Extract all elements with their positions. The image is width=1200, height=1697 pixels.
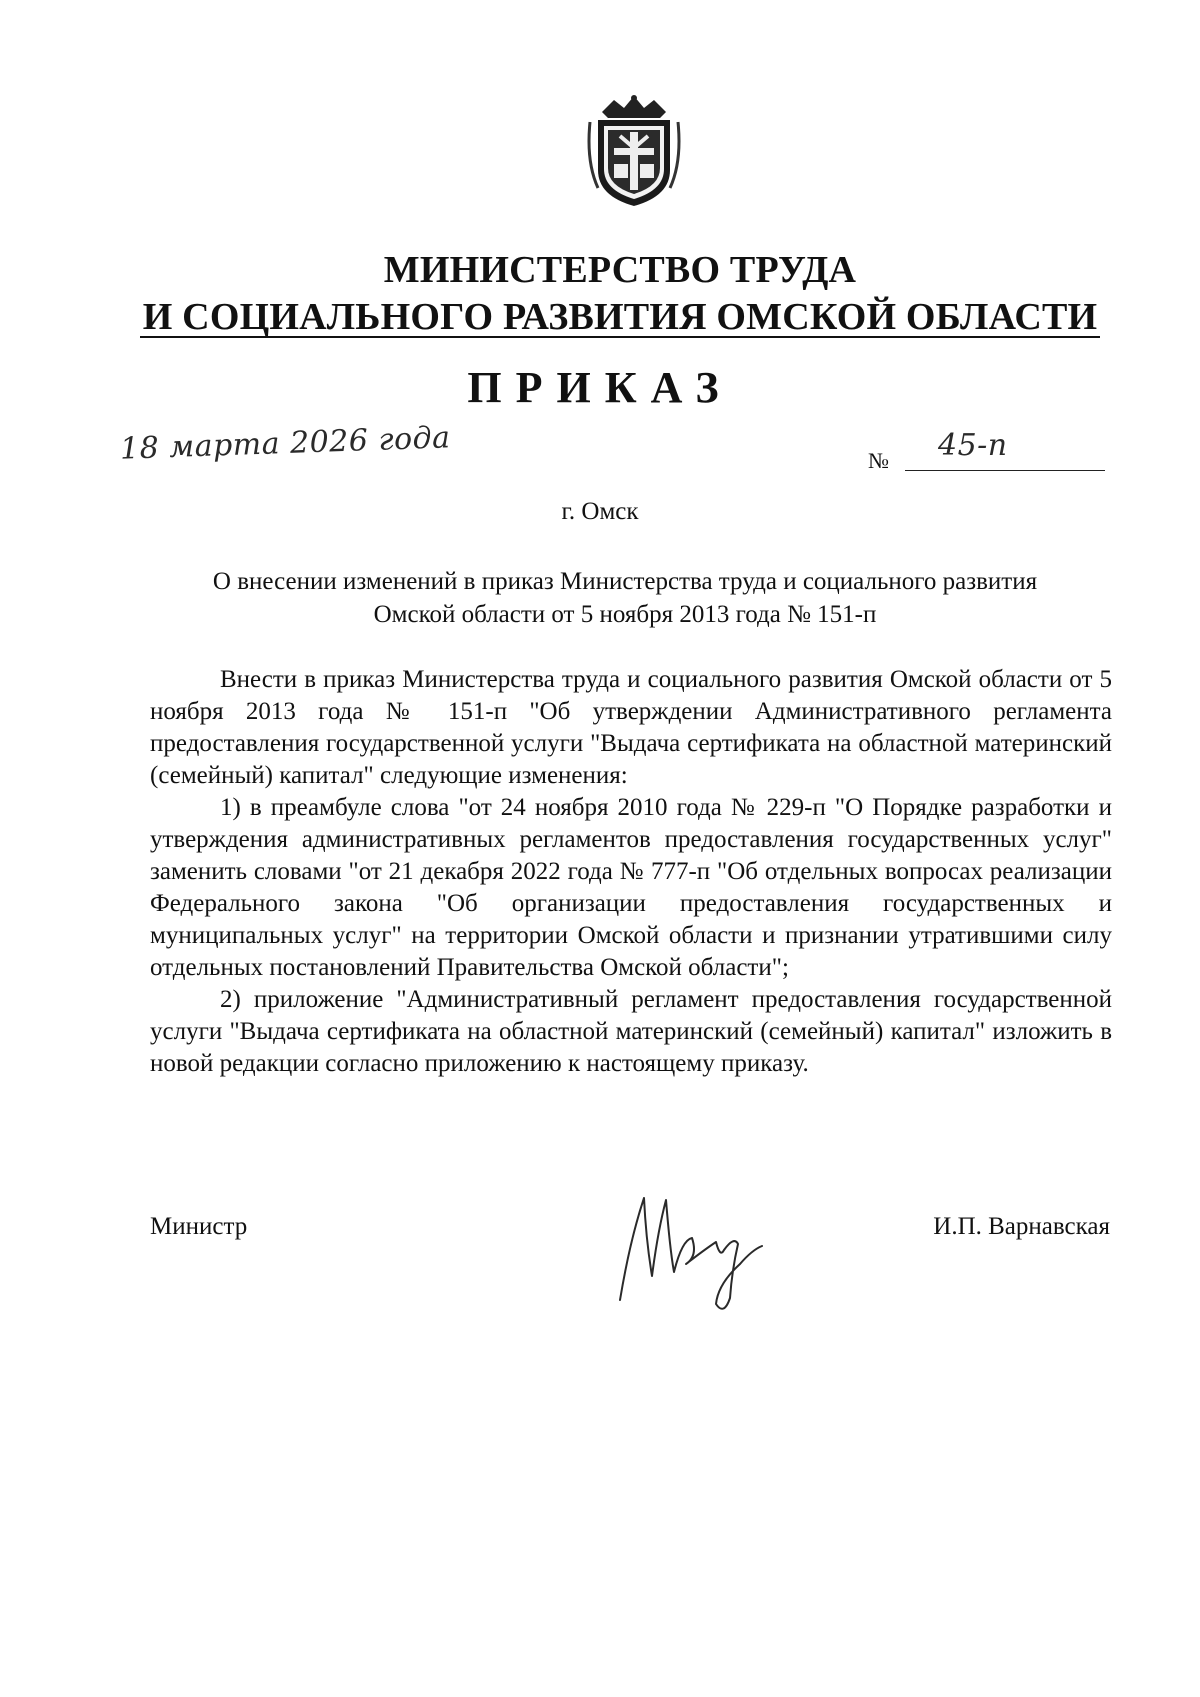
subject-line2: Омской области от 5 ноября 2013 года № 151-п (373, 601, 877, 628)
order-title: ПРИКАЗ (467, 363, 733, 412)
order-body (150, 664, 1112, 1080)
number-sign: № (868, 448, 889, 473)
number-underline (905, 470, 1105, 471)
body-paragraph-1: Внести в приказ Министерства труда и социального развития Омской области от 5 ноября 2013 года № 151-п "Об утверждении Административного регламента предоставления государственной услуги "Выдача сертификата на областной материнский (семейный) капитал" следующие изменения: (150, 666, 1112, 789)
body-paragraph-2: 1) в преамбуле слова "от 24 ноября 2010 года № 229-п "О Порядке разработки и утверждения административных регламентов предоставления государственных услуг" заменить словами "от 21 декабря 2022 года № 777-п "Об отдельных вопросах реализации Федерального закона "Об организации предоставления государственных и муниципальных услуг" на территории Омской области и признании утратившими силу отдельных постановлений Правительства Омской области"; (150, 794, 1112, 981)
order-number: 45-п (938, 428, 1008, 463)
ministry-name-line2: И СОЦИАЛЬНОГО РАЗВИТИЯ ОМСКОЙ ОБЛАСТИ (142, 296, 1098, 338)
order-subject (150, 565, 1100, 631)
city: г. Омск (561, 498, 639, 525)
signer-name: И.П. Варнавская (933, 1213, 1110, 1240)
ministry-name-line1: МИНИСТЕРСТВО ТРУДА (383, 249, 857, 291)
body-paragraph-3: 2) приложение "Административный регламент предоставления государственной услуги "Выдача сертификата на областной материнский (семейный) капитал" изложить в новой редакции согласно приложению к настоящему приказу. (150, 986, 1112, 1077)
signer-title: Министр (150, 1213, 248, 1240)
handwritten-signature-icon (612, 1180, 792, 1320)
subject-line1: О внесении изменений в приказ Министерства труда и социального развития (212, 568, 1038, 595)
order-date: 18 марта 2026 года (119, 420, 452, 467)
header-rule (140, 336, 1100, 338)
omsk-coat-of-arms-icon (583, 92, 685, 210)
